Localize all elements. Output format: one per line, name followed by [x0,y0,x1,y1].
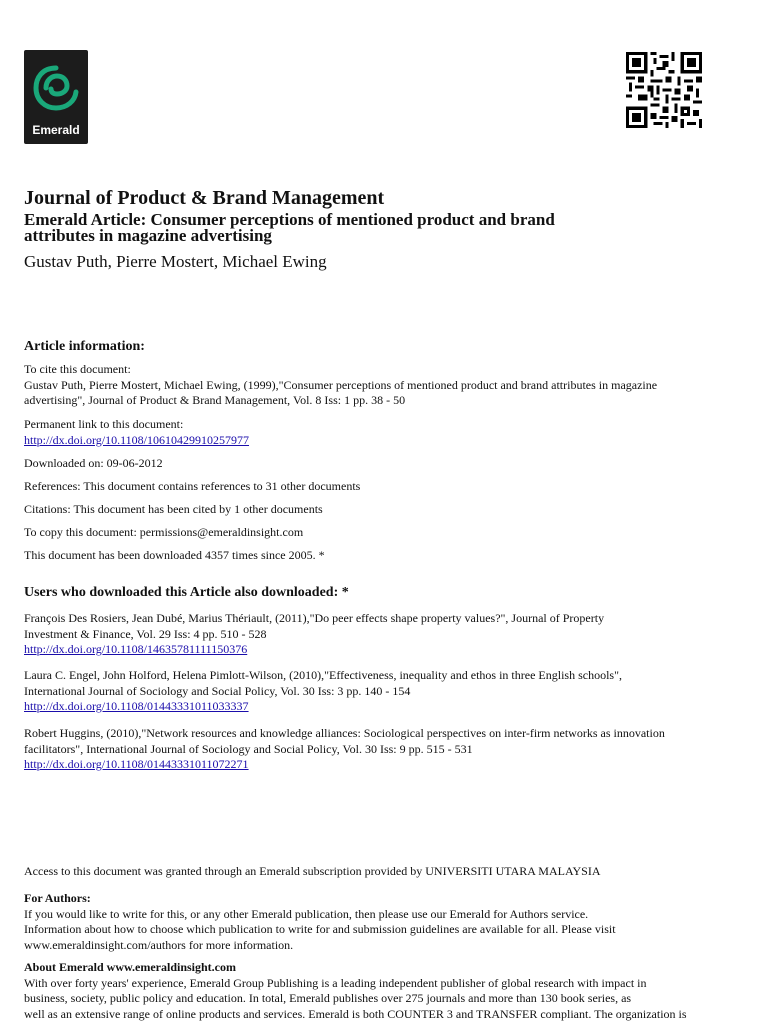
related-citation: Investment & Finance, Vol. 29 Iss: 4 pp. 510 - 528 [24,626,267,641]
related-citation: Laura C. Engel, John Holford, Helena Pimlott-Wilson, (2010),"Effectiveness, inequality and ethos in three English schools", [24,668,622,682]
qr-code-icon [626,52,702,128]
about-emerald-text: business, society, public policy and education. In total, Emerald publishes over 275 journals and more than 130 book series, as [24,991,632,1005]
journal-title: Journal of Product & Brand Management [24,187,385,209]
related-link[interactable]: http://dx.doi.org/10.1108/14635781111150376 [24,642,248,656]
related-link[interactable]: http://dx.doi.org/10.1108/01443331011072271 [24,757,249,771]
cite-block [24,362,744,409]
related-citation: International Journal of Sociology and Social Policy, Vol. 30 Iss: 3 pp. 140 - 154 [24,683,411,698]
about-emerald-block [24,960,744,1022]
downloaded-on: Downloaded on: 09-06-2012 [24,456,163,470]
article-title-line: attributes in magazine advertising [24,226,272,245]
list-item [24,668,744,715]
article-information-heading: Article information: [24,339,145,354]
permalink-link[interactable]: http://dx.doi.org/10.1108/10610429910257977 [24,432,250,447]
related-citation: François Des Rosiers, Jean Dubé, Marius Thériault, (2011),"Do peer effects shape property values?", Journal of Property [24,611,605,625]
permalink-block [24,417,744,448]
about-emerald-text: With over forty years' experience, Emerald Group Publishing is a leading independent publisher of global research with impact in [24,975,647,990]
download-count: This document has been downloaded 4357 times since 2005. * [24,548,325,562]
logo-text: Emerald [32,123,80,137]
references-count: References: This document contains references to 31 other documents [24,479,361,493]
related-citation: facilitators", International Journal of Sociology and Social Policy, Vol. 30 Iss: 9 pp. 515 - 531 [24,741,473,756]
permalink-label: Permanent link to this document: [24,417,184,431]
related-citation: Robert Huggins, (2010),"Network resources and knowledge alliances: Sociological perspectives on inter-firm networks as innovation [24,726,665,740]
about-emerald-text: well as an extensive range of online products and services. Emerald is both COUNTER 3 and TRANSFER compliant. The organization is [24,1006,687,1021]
list-item [24,726,744,773]
citations-count: Citations: This document has been cited by 1 other documents [24,502,323,516]
for-authors-block [24,891,744,953]
related-link[interactable]: http://dx.doi.org/10.1108/01443331011033337 [24,699,249,713]
article-title-line: Emerald Article: Consumer perceptions of mentioned product and brand [24,210,555,229]
access-note: Access to this document was granted through an Emerald subscription provided by UNIVERSITI UTARA MALAYSIA [24,864,601,878]
for-authors-text: Information about how to choose which publication to write for and submission guidelines are available for all. Please visit [24,922,616,936]
emerald-logo [24,50,88,144]
copy-permissions: To copy this document: permissions@emeraldinsight.com [24,525,304,539]
article-title [24,212,624,244]
about-emerald-heading: About Emerald www.emeraldinsight.com [24,960,236,974]
cite-text: Gustav Puth, Pierre Mostert, Michael Ewing, (1999),"Consumer perceptions of mentioned product and brand attributes in magazine [24,377,658,392]
for-authors-text: If you would like to write for this, or any other Emerald publication, then please use our Emerald for Authors service. [24,906,589,921]
also-downloaded-heading: Users who downloaded this Article also downloaded: * [24,585,349,600]
cite-text: advertising", Journal of Product & Brand Management, Vol. 8 Iss: 1 pp. 38 - 50 [24,393,406,407]
list-item [24,611,744,658]
for-authors-heading: For Authors: [24,891,91,905]
article-authors: Gustav Puth, Pierre Mostert, Michael Ewing [24,252,327,271]
for-authors-text: www.emeraldinsight.com/authors for more information. [24,937,294,952]
emerald-logo-icon [30,58,82,118]
cite-label: To cite this document: [24,362,131,376]
